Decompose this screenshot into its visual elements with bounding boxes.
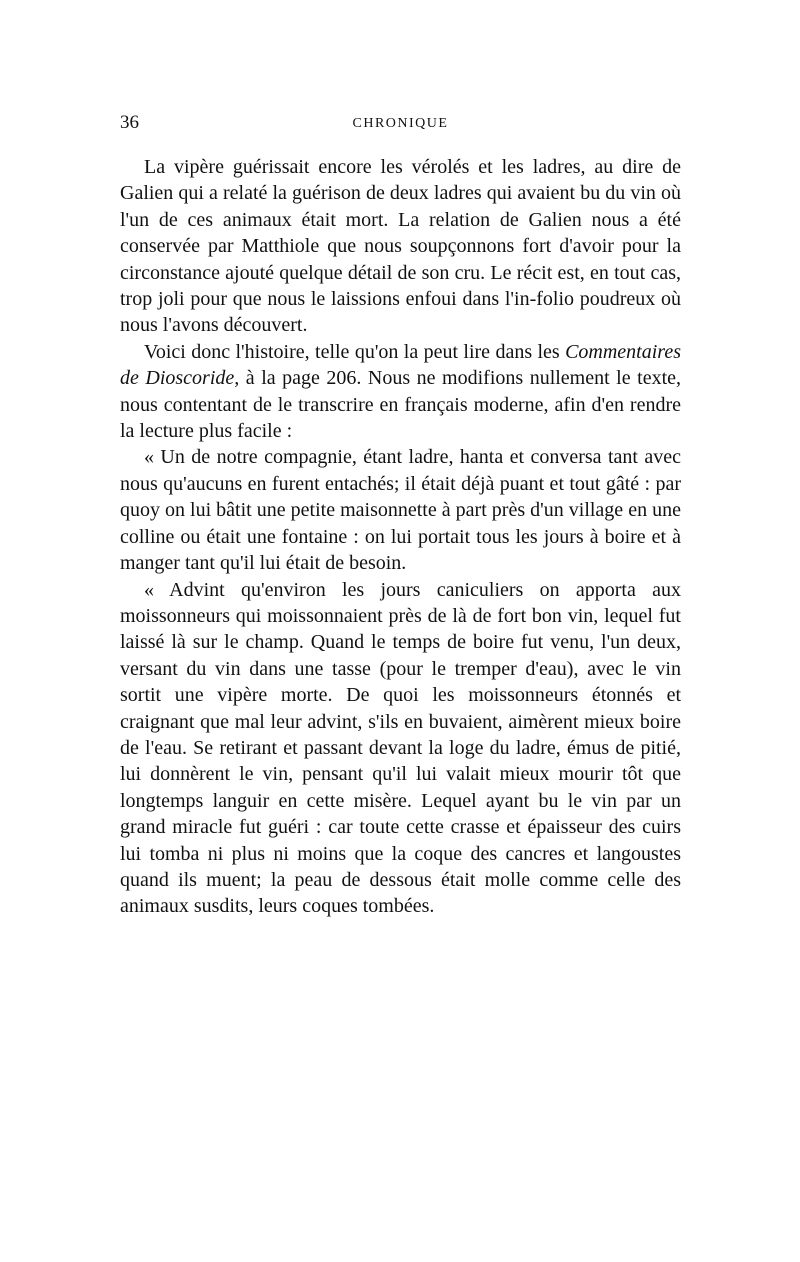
paragraph-2-lead: Voici donc l'histoire, telle qu'on la peut lire dans les <box>144 340 566 363</box>
body-text <box>120 154 681 920</box>
running-title: CHRONIQUE <box>352 116 449 131</box>
book-title-citation: Commentaires de Dioscoride, <box>120 340 681 390</box>
paragraph-2 <box>120 339 681 445</box>
paragraph-4: « Advint qu'environ les jours caniculiers on apporta aux moissonneurs qui moissonnaient près de là de fort bon vin, lequel fut laissé là sur le champ. Quand le temps de boire fut venu, l'un deux, versant du vin dans une tasse (pour le tremper d'eau), avec le vin sortit une vipère morte. De quoi les moissonneurs étonnés et craignant que mal leur advint, s'ils en buvaient, aimèrent mieux boire de l'eau. Se retirant et passant devant la loge du ladre, émus de pitié, lui donnèrent le vin, pensant qu'il lui valait mieux mourir tôt que longtemps languir en cette misère. Lequel ayant bu le vin par un grand miracle fut guéri : car toute cette crasse et épaisseur des cuirs lui tomba ni plus ni moins que la coque des cancres et langoustes quand ils muent; la peau de dessous était molle comme celle des animaux susdits, leurs coques tombées. <box>120 578 681 918</box>
paragraph-1: La vipère guérissait encore les vérolés et les ladres, au dire de Galien qui a relaté la guérison de deux ladres qui avaient bu du vin où l'un de ces animaux était mort. La relation de Galien nous a été conservée par Matthiole que nous soupçonnons fort d'avoir pour la circonstance ajouté quelque détail de son cru. Le récit est, en tout cas, trop joli pour que nous le laissions enfoui dans l'in-folio poudreux où nous l'avons découvert. <box>120 156 681 337</box>
paragraph-2-rest: à la page 206. Nous ne modifions nullement le texte, nous contentant de le transcrire en français moderne, afin d'en rendre la lecture plus facile : <box>120 367 681 443</box>
paragraph-3: « Un de notre compagnie, étant ladre, hanta et conversa tant avec nous qu'aucuns en furent entachés; il était déjà puant et tout gâté : par quoy on lui bâtit une petite maisonnette à part près d'un village en une colline ou était une fontaine : on lui portait tous les jours à boire et à manger tant qu'il lui était de besoin. <box>120 446 681 575</box>
running-head <box>120 112 681 140</box>
book-page <box>120 112 681 920</box>
page-number: 36 <box>120 112 139 133</box>
